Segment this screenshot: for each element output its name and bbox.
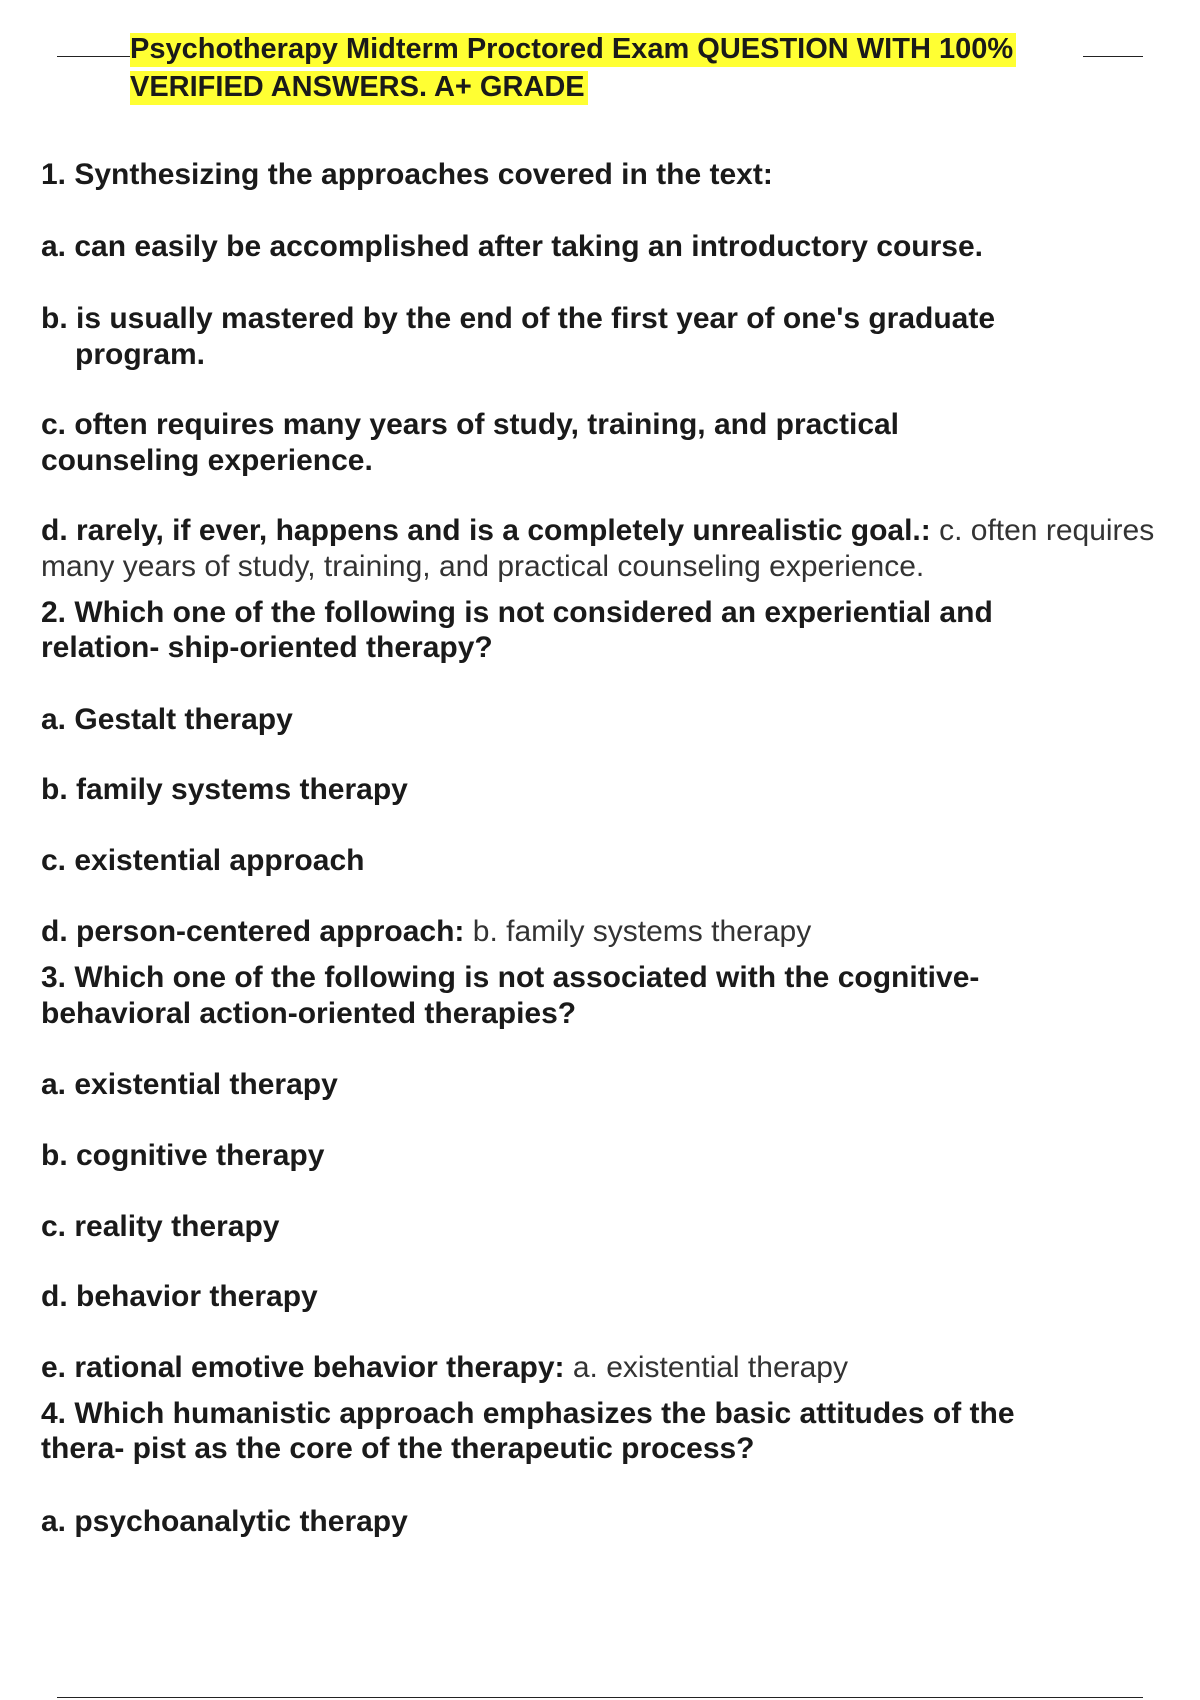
q3-stem: 3. Which one of the following is not associated with the cognitive- (41, 961, 980, 994)
q1-option-c: c. often requires many years of study, training, and practical (41, 408, 900, 441)
q3-stem-cont: behavioral action-oriented therapies? (41, 997, 577, 1030)
title-line-2: VERIFIED ANSWERS. A+ GRADE (130, 71, 588, 105)
q3-option-e-line (41, 1350, 848, 1386)
q3-option-a: a. existential therapy (41, 1068, 338, 1101)
q1-option-a: a. can easily be accomplished after taking an introductory course. (41, 230, 983, 263)
q2-option-a: a. Gestalt therapy (41, 703, 293, 736)
q3-option-d: d. behavior therapy (41, 1280, 318, 1313)
bottom-rule (57, 1697, 1143, 1698)
q4-option-a: a. psychoanalytic therapy (41, 1505, 408, 1538)
title-rule-right (1083, 56, 1143, 57)
q2-stem: 2. Which one of the following is not considered an experiential and (41, 596, 993, 629)
q2-option-d: d. person-centered approach: (41, 915, 465, 948)
q1-answer: c. often requires (930, 514, 1155, 547)
q1-option-d-line (41, 513, 1154, 549)
q1-option-b: b. is usually mastered by the end of the first year of one's graduate (41, 302, 996, 335)
q3-answer: a. existential therapy (564, 1351, 848, 1384)
q4-stem-cont: thera- pist as the core of the therapeutic process? (41, 1432, 755, 1465)
q2-option-c: c. existential approach (41, 844, 365, 877)
q3-option-e: e. rational emotive behavior therapy: (41, 1351, 565, 1384)
q1-option-b-cont: program. (75, 338, 206, 371)
q2-option-b: b. family systems therapy (41, 773, 408, 806)
q4-stem: 4. Which humanistic approach emphasizes the basic attitudes of the (41, 1397, 1015, 1430)
q2-option-d-line (41, 914, 811, 950)
title-line-1: Psychotherapy Midterm Proctored Exam QUESTION WITH 100% (130, 33, 1016, 67)
q2-stem-cont: relation- ship-oriented therapy? (41, 631, 493, 664)
q1-stem: 1. Synthesizing the approaches covered in the text: (41, 158, 773, 191)
q3-option-b: b. cognitive therapy (41, 1139, 325, 1172)
title-rule-left (57, 56, 130, 57)
q1-option-c-cont: counseling experience. (41, 444, 373, 477)
document-title (130, 30, 1090, 106)
q3-option-c: c. reality therapy (41, 1210, 280, 1243)
q1-answer-cont: many years of study, training, and practical counseling experience. (41, 550, 925, 583)
q2-answer: b. family systems therapy (464, 915, 812, 948)
q1-option-d: d. rarely, if ever, happens and is a completely unrealistic goal.: (41, 514, 931, 547)
